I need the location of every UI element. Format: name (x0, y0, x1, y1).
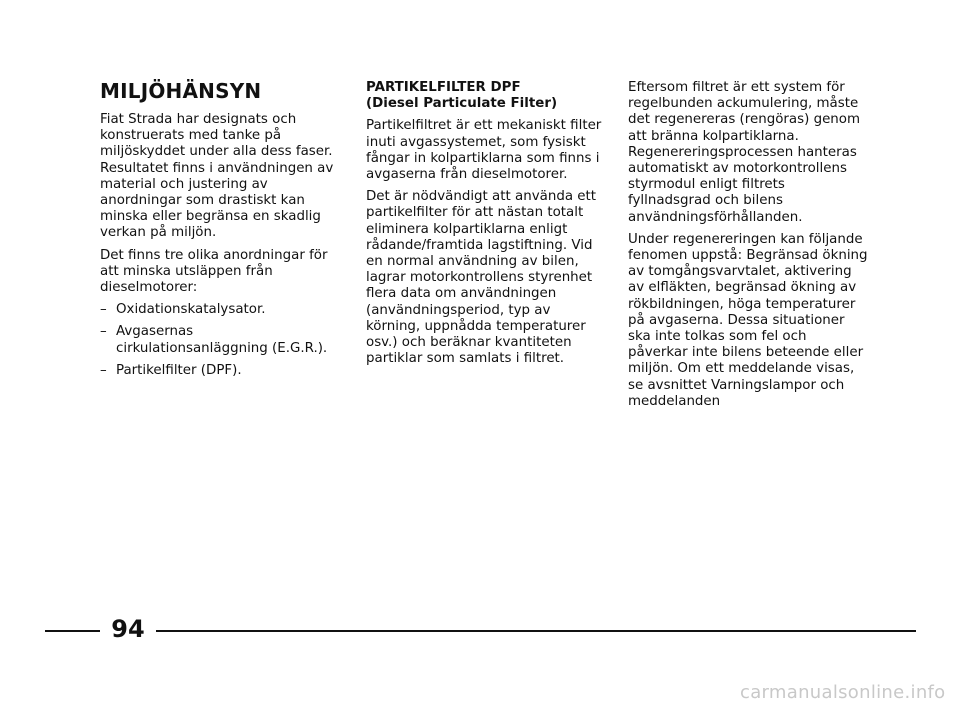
watermark-text: carmanualsonline.info (740, 682, 946, 703)
dpf-description-paragraph: Partikelfiltret är ett mekaniskt filter inuti avgassystemet, som fysiskt fångar in kolpartiklarna som finns i avgaserna från dieselmotorer. (366, 118, 602, 183)
column-right (628, 80, 868, 416)
dash-marker: – (100, 302, 107, 318)
list-item-text: Partikelfilter (DPF). (116, 362, 242, 378)
list-item (100, 302, 340, 318)
list-item-text: Avgasernas cirkulationsanläggning (E.G.R.). (116, 324, 328, 356)
list-item (100, 363, 340, 379)
subheading-line-2: (Diesel Particulate Filter) (366, 96, 558, 112)
dpf-necessity-paragraph: Det är nödvändigt att använda ett partikelfilter för att nästan totalt eliminera kolpartiklarna enligt rådande/framtida lagstiftning. Vid en normal användning av bilen, lagrar motorkontrollens styrenhet flera data om användningen (användningsperiod, typ av körning, uppnådda temperaturer osv.) och beräknar kvantiteten partiklar som samlats i filtret. (366, 189, 597, 367)
dash-marker: – (100, 362, 107, 378)
subheading-line-1: PARTIKELFILTER DPF (366, 80, 521, 95)
list-item-text: Oxidationskatalysator. (116, 302, 266, 318)
subsection-heading (366, 80, 606, 112)
column-left (100, 80, 340, 385)
footer-rule-left (45, 630, 100, 632)
column-middle (366, 80, 606, 373)
list-item (100, 324, 340, 356)
section-heading: MILJÖHÄNSYN (100, 79, 262, 103)
dash-marker: – (100, 324, 107, 340)
regeneration-paragraph: Eftersom filtret är ett system för regelbunden ackumulering, måste det regenereras (rengöras) genom att bränna kolpartiklarna. Regenereringsprocessen hanteras automatiskt av motorkontrollens styrmodul enligt filtrets fyllnadsgrad och bilens användningsförhållanden. (628, 80, 861, 225)
regeneration-phenomena-paragraph: Under regenereringen kan följande fenomen uppstå: Begränsad ökning av tomgångsvarvtalet, aktivering av elfläkten, begränsad ökning av rökbildningen, höga temperaturer på avgaserna. Dessa situationer ska inte tolkas som fel och påverkar inte bilens beteende eller miljön. Om ett meddelande visas, se avsnittet Varningslampor och meddelanden (628, 231, 868, 409)
intro-paragraph: Fiat Strada har designats och konstruerats med tanke på miljöskyddet under alla dess faser. Resultatet finns i användningen av material och justering av anordningar som drastiskt kan minska eller begränsa en skadlig verkan på miljön. (100, 112, 334, 241)
devices-paragraph: Det finns tre olika anordningar för att minska utsläppen från dieselmotorer: (100, 247, 328, 296)
footer-rule-right (156, 630, 916, 632)
page-number: 94 (111, 615, 145, 643)
